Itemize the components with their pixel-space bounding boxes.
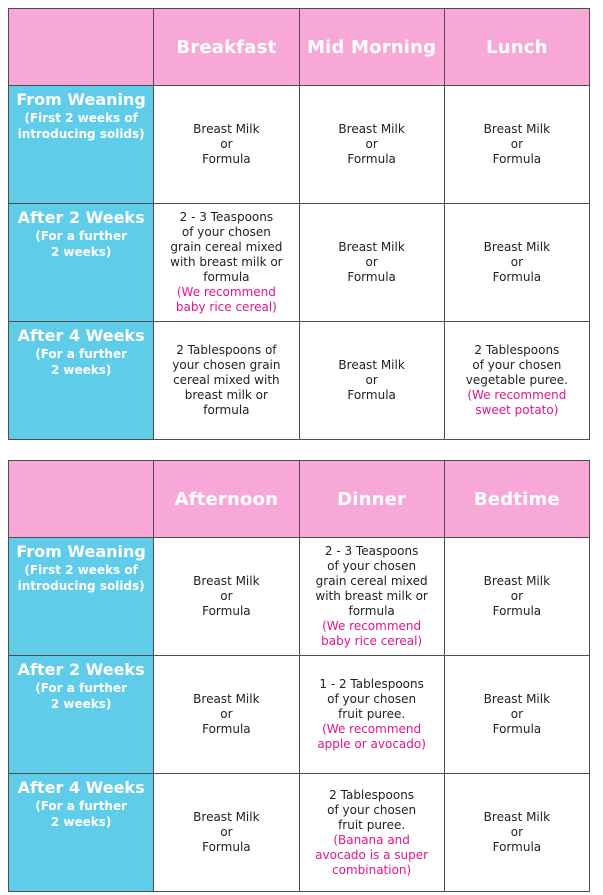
recommendation-note: (We recommend apple or avocado) [317, 722, 426, 751]
corner-header-cell [9, 9, 154, 86]
stage-cell-after-4-weeks [9, 322, 154, 440]
meal-text: Breast Milk or Formula [483, 240, 551, 284]
meal-text: 2 Tablespoons of your chosen grain cereal mixed with breast milk or formula [172, 343, 281, 417]
meal-cell-bedtime [444, 538, 589, 656]
table-row [9, 538, 590, 656]
stage-subtitle: (For a further 2 weeks) [35, 799, 128, 829]
meal-text: Breast Milk or Formula [483, 692, 551, 736]
feeding-schedule-table-evening [8, 460, 590, 892]
meal-text: Breast Milk or Formula [338, 358, 405, 402]
meal-cell-afternoon [154, 774, 299, 892]
meal-cell-mid-morning [299, 86, 444, 204]
column-header-mid-morning: Mid Morning [299, 9, 444, 86]
header-row [9, 9, 590, 86]
meal-cell-breakfast [154, 322, 299, 440]
recommendation-note: (We recommend baby rice cereal) [175, 285, 277, 314]
table-row [9, 656, 590, 774]
stage-subtitle: (For a further 2 weeks) [35, 229, 128, 259]
feeding-schedule-table-morning [8, 8, 590, 440]
stage-subtitle: (For a further 2 weeks) [35, 681, 128, 711]
meal-cell-dinner [299, 656, 444, 774]
table-row [9, 204, 590, 322]
recommendation-note: (Banana and avocado is a super combination) [315, 832, 429, 877]
meal-text: 2 - 3 Teaspoons of your chosen grain cereal mixed with breast milk or formula [315, 544, 428, 618]
meal-cell-bedtime [444, 656, 589, 774]
meal-cell-afternoon [154, 656, 299, 774]
meal-text: Breast Milk or Formula [483, 810, 551, 854]
meal-cell-dinner [299, 774, 444, 892]
meal-text: 2 - 3 Teaspoons of your chosen grain cereal mixed with breast milk or formula [170, 210, 283, 284]
meal-text: Breast Milk or Formula [483, 122, 551, 166]
meal-text: Breast Milk or Formula [338, 122, 405, 166]
recommendation-note: (We recommend sweet potato) [467, 388, 567, 417]
meal-cell-mid-morning [299, 204, 444, 322]
meal-cell-lunch [444, 204, 589, 322]
meal-cell-breakfast [154, 86, 299, 204]
column-header-bedtime: Bedtime [444, 461, 589, 538]
stage-title: From Weaning [16, 90, 146, 109]
meal-text: Breast Milk or Formula [338, 240, 405, 284]
meal-text: 2 Tablespoons of your chosen fruit puree. [327, 787, 417, 832]
stage-subtitle: (First 2 weeks of introducing solids) [17, 111, 145, 141]
meal-cell-breakfast [154, 204, 299, 322]
column-header-dinner: Dinner [299, 461, 444, 538]
meal-text: Breast Milk or Formula [193, 122, 260, 166]
corner-header-cell [9, 461, 154, 538]
stage-title: After 4 Weeks [17, 778, 145, 797]
meal-text: 2 Tablespoons of your chosen vegetable puree. [465, 343, 568, 387]
column-header-lunch: Lunch [444, 9, 589, 86]
table-row [9, 322, 590, 440]
stage-subtitle: (First 2 weeks of introducing solids) [17, 563, 145, 593]
stage-subtitle: (For a further 2 weeks) [35, 347, 128, 377]
stage-cell-after-4-weeks [9, 774, 154, 892]
meal-text: Breast Milk or Formula [193, 574, 260, 618]
meal-text: Breast Milk or Formula [193, 810, 260, 854]
meal-cell-lunch [444, 86, 589, 204]
meal-text: Breast Milk or Formula [483, 574, 551, 618]
meal-cell-bedtime [444, 774, 589, 892]
meal-cell-mid-morning [299, 322, 444, 440]
stage-cell-after-2-weeks [9, 204, 154, 322]
stage-title: After 2 Weeks [17, 208, 145, 227]
meal-cell-afternoon [154, 538, 299, 656]
stage-title: After 2 Weeks [17, 660, 145, 679]
stage-cell-from-weaning [9, 538, 154, 656]
stage-title: From Weaning [16, 542, 146, 561]
column-header-breakfast: Breakfast [154, 9, 299, 86]
table-row [9, 774, 590, 892]
meal-cell-lunch [444, 322, 589, 440]
recommendation-note: (We recommend baby rice cereal) [321, 619, 423, 648]
meal-text: 1 - 2 Tablespoons of your chosen fruit puree. [319, 677, 424, 721]
meal-cell-dinner [299, 538, 444, 656]
stage-cell-from-weaning [9, 86, 154, 204]
header-row [9, 461, 590, 538]
table-row [9, 86, 590, 204]
column-header-afternoon: Afternoon [154, 461, 299, 538]
stage-cell-after-2-weeks [9, 656, 154, 774]
meal-text: Breast Milk or Formula [193, 692, 260, 736]
stage-title: After 4 Weeks [17, 326, 145, 345]
